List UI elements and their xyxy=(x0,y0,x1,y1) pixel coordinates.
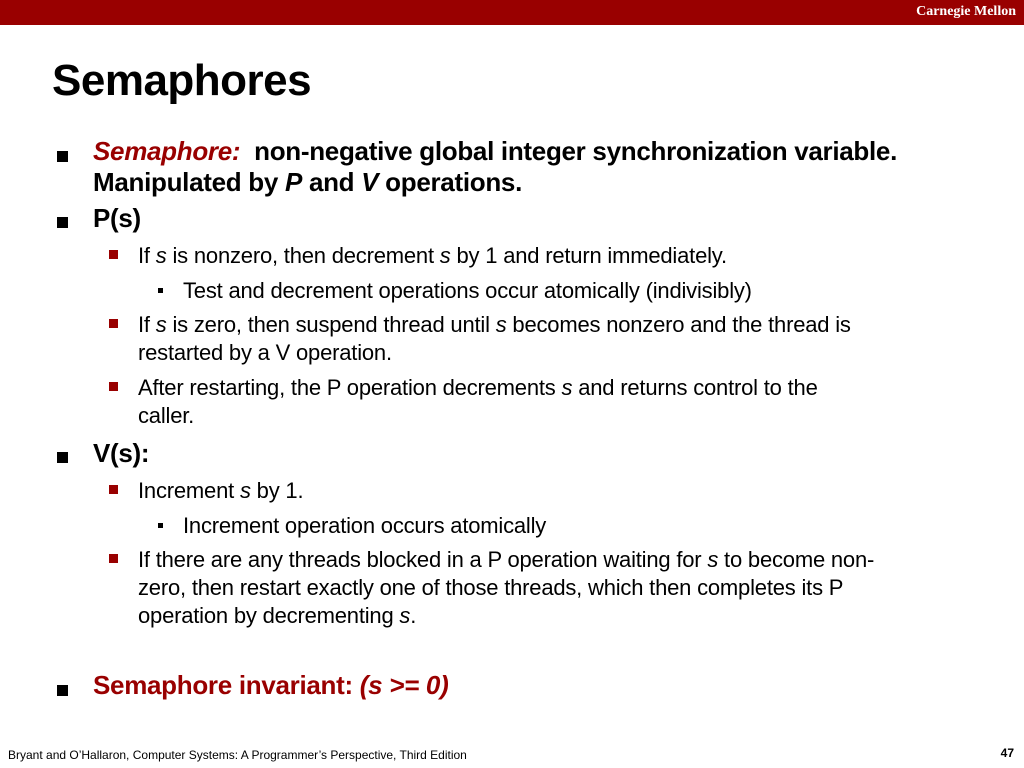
v1-s: s xyxy=(239,478,251,503)
bullet-square-icon xyxy=(57,452,68,463)
invariant-label: Semaphore invariant: xyxy=(93,670,360,700)
p2-a: If xyxy=(138,312,156,337)
brand-label: Carnegie Mellon xyxy=(916,4,1016,19)
p1-s: s xyxy=(155,243,167,268)
slide-title: Semaphores xyxy=(52,56,312,105)
v2-s2: s xyxy=(399,603,411,628)
bullet-square-icon xyxy=(57,151,68,162)
bullet-tiny-icon xyxy=(158,288,163,293)
p1-s2: s xyxy=(439,243,451,268)
bullet-small-icon xyxy=(109,319,118,328)
bullet-small-icon xyxy=(109,250,118,259)
v2-line3a: operation by decrementing xyxy=(138,603,400,628)
bullet-square-icon xyxy=(57,685,68,696)
definition-line-2 xyxy=(93,167,522,198)
v2-b: to become non- xyxy=(718,547,875,572)
bullet-small-icon xyxy=(109,485,118,494)
p1-c: by 1 and return immediately. xyxy=(450,243,727,268)
definition-text: non-negative global integer synchronization variable. xyxy=(254,136,898,166)
and-text: and xyxy=(302,167,362,197)
p3-b: and returns control to the xyxy=(572,375,818,400)
bullet-small-icon xyxy=(109,382,118,391)
v-item-1 xyxy=(138,478,303,504)
p-item-1-sub: Test and decrement operations occur atomically (indivisibly) xyxy=(183,278,752,303)
v-item-2-line-2: zero, then restart exactly one of those threads, which then completes its P xyxy=(138,575,844,600)
v-item-2-line-3 xyxy=(138,603,416,629)
p2-s2: s xyxy=(495,312,507,337)
v-op: V xyxy=(361,167,379,197)
p2-s: s xyxy=(155,312,167,337)
p-op: P xyxy=(284,167,303,197)
p3-s: s xyxy=(561,375,573,400)
v-item-2 xyxy=(138,547,874,573)
invariant-expr: (s >= 0) xyxy=(359,670,449,700)
v-item-1-sub: Increment operation occurs atomically xyxy=(183,513,547,538)
p-item-3 xyxy=(138,375,818,401)
operations-text: operations. xyxy=(378,167,522,197)
v2-line3b: . xyxy=(410,603,417,628)
p1-b: is nonzero, then decrement xyxy=(166,243,440,268)
footer-citation: Bryant and O’Hallaron, Computer Systems: A Programmer’s Perspective, Third Edition xyxy=(8,748,467,762)
p2-c: becomes nonzero and the thread is xyxy=(506,312,851,337)
p-item-3-line-2: caller. xyxy=(138,403,195,428)
definition-term: Semaphore: xyxy=(93,136,241,166)
v1-b: by 1. xyxy=(250,478,304,503)
definition-text-2: Manipulated by xyxy=(93,167,285,197)
p-item-1 xyxy=(138,243,727,269)
p2-b: is zero, then suspend thread until xyxy=(166,312,496,337)
v2-s: s xyxy=(707,547,719,572)
p1-a: If xyxy=(138,243,156,268)
invariant-line xyxy=(93,670,448,701)
v-heading: V(s): xyxy=(93,438,150,468)
v2-a: If there are any threads blocked in a P operation waiting for xyxy=(138,547,708,572)
p-item-2 xyxy=(138,312,851,338)
definition-line-1 xyxy=(93,136,897,167)
header-bar xyxy=(0,0,1024,25)
v1-a: Increment xyxy=(138,478,240,503)
bullet-tiny-icon xyxy=(158,523,163,528)
p-item-2-line-2: restarted by a V operation. xyxy=(138,340,392,365)
bullet-square-icon xyxy=(57,217,68,228)
p3-a: After restarting, the P operation decrements xyxy=(138,375,562,400)
page-number: 47 xyxy=(1000,746,1014,760)
bullet-small-icon xyxy=(109,554,118,563)
p-heading: P(s) xyxy=(93,203,141,233)
